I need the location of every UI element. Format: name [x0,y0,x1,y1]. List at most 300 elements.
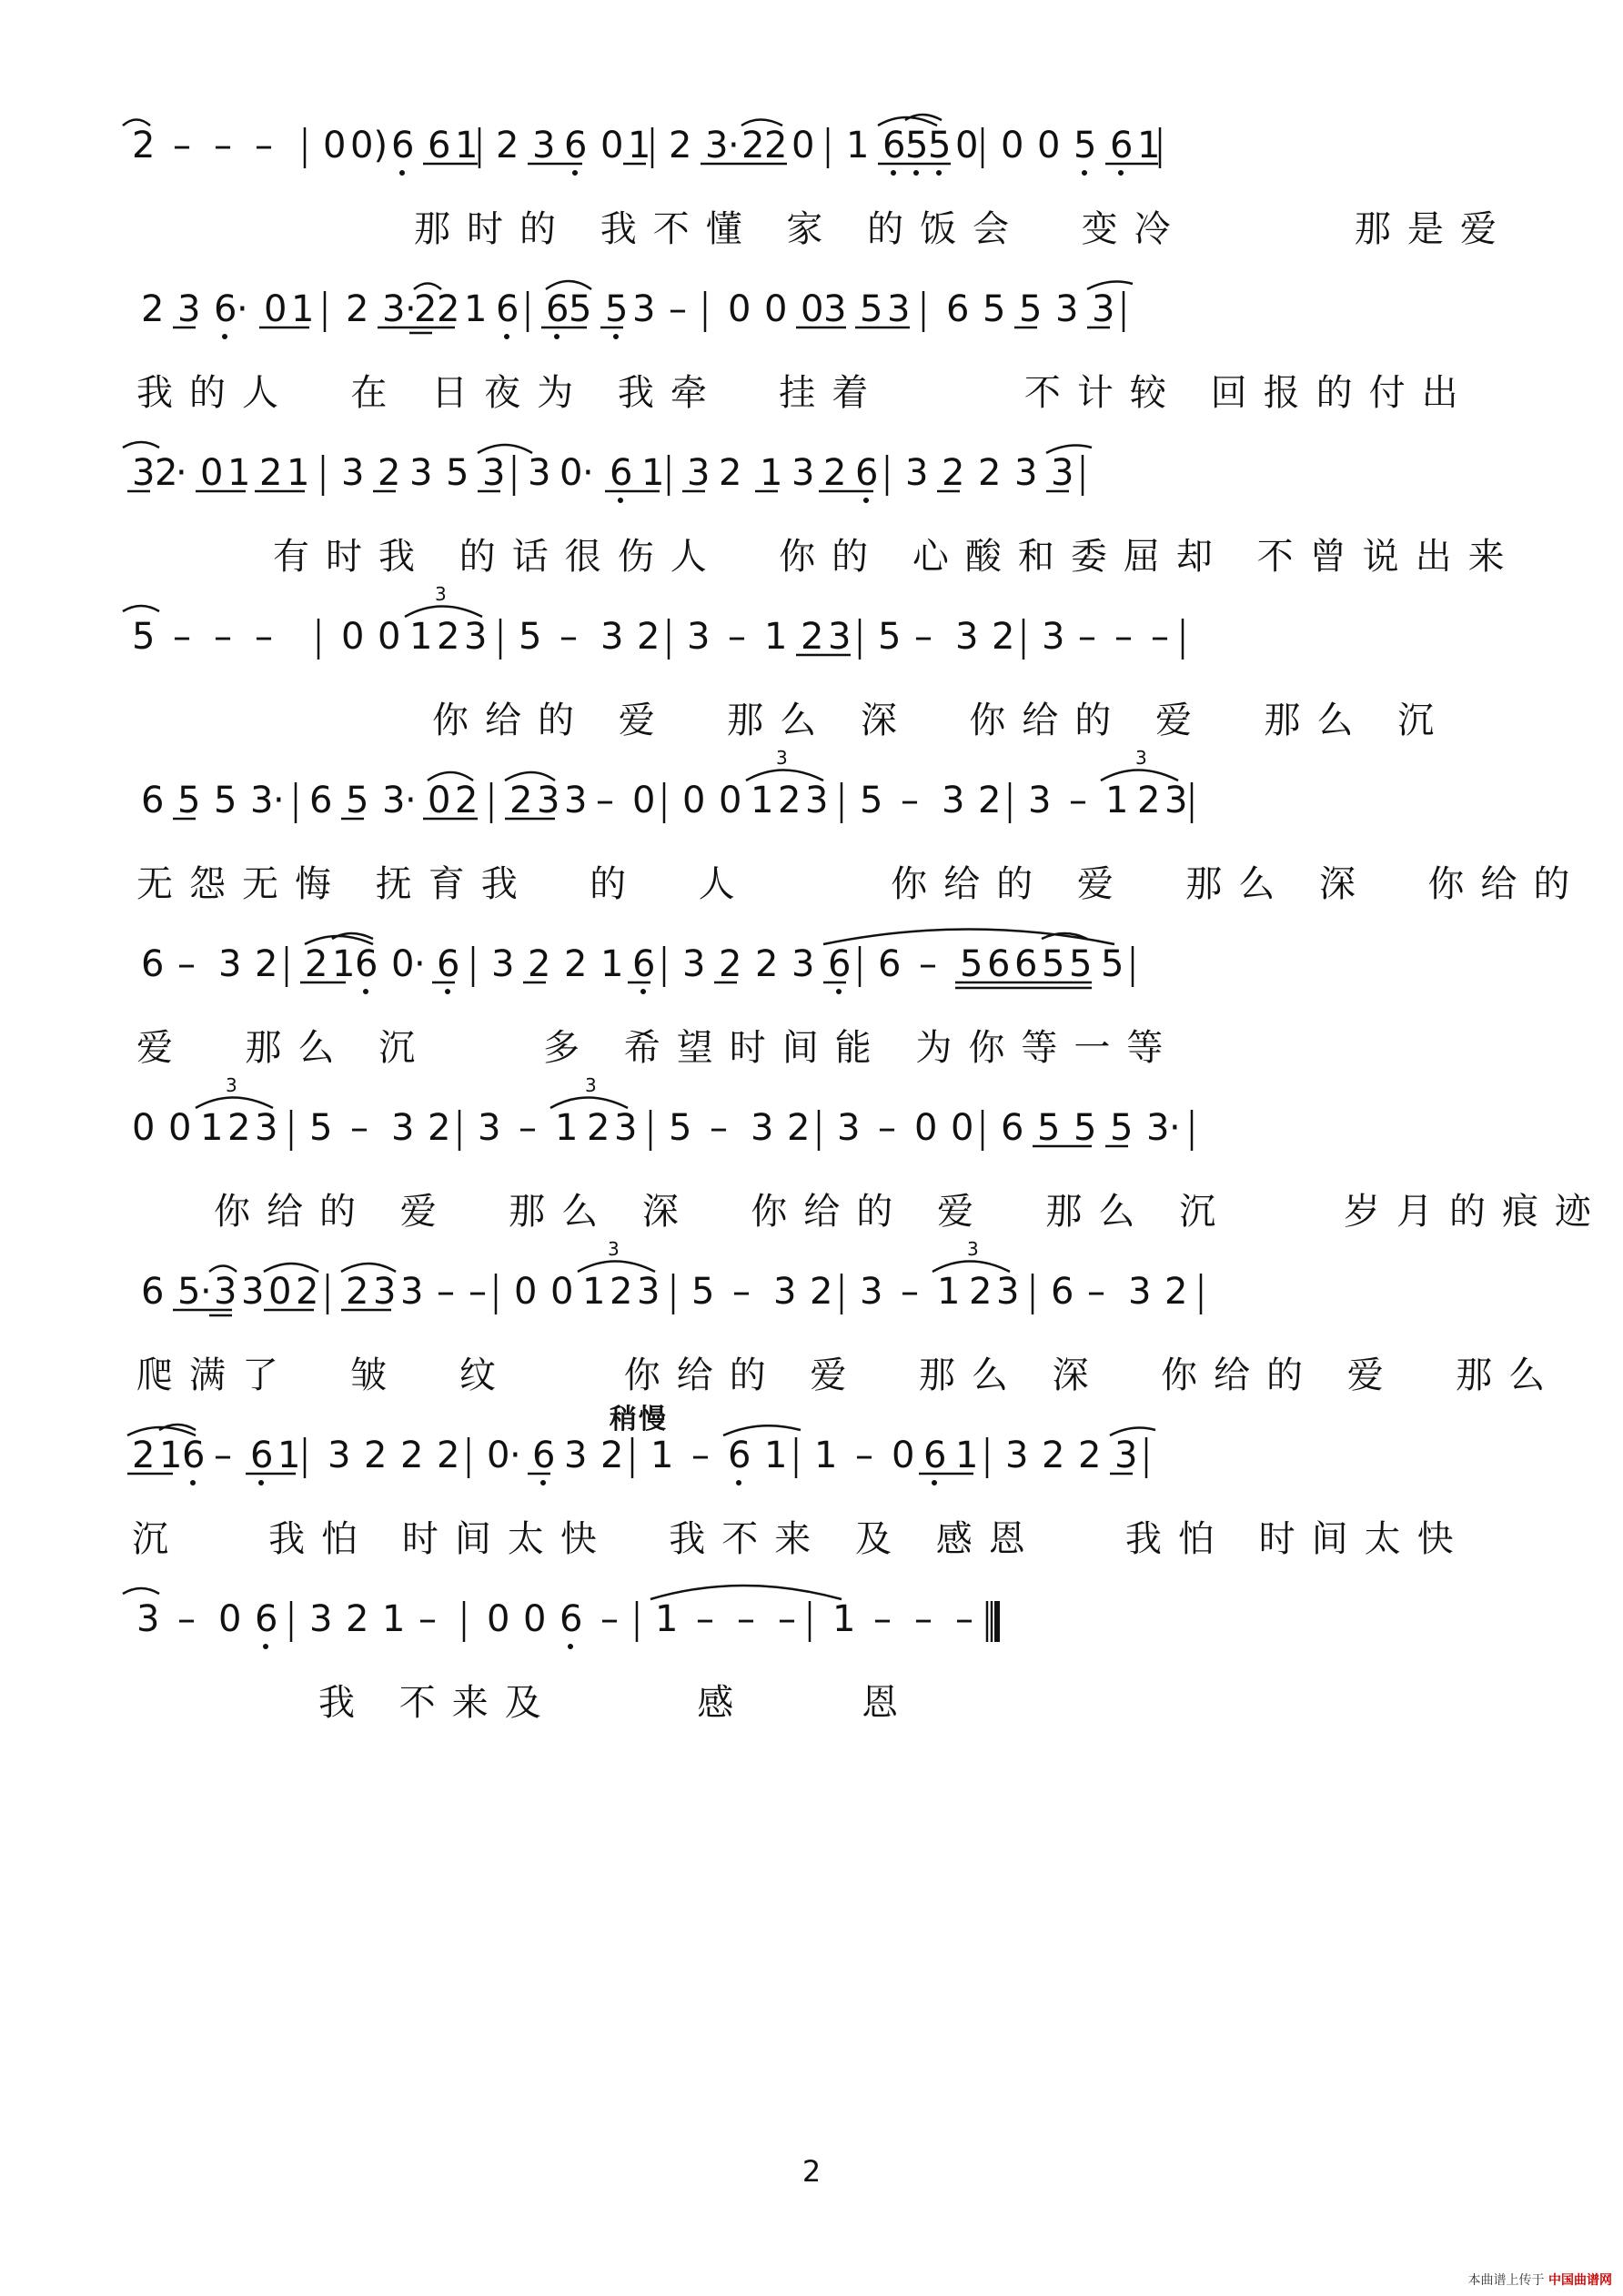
svg-text:2: 2 [610,1271,633,1313]
svg-text:0: 0 [801,288,824,330]
score-system-9 [123,1374,1515,1560]
svg-text:6: 6 [987,943,1011,985]
svg-text:2: 2 [132,1435,156,1476]
svg-text:5: 5 [1069,943,1093,985]
svg-text:2: 2 [428,1107,451,1149]
svg-text:–: – [728,616,746,658]
svg-text:·: · [176,452,187,494]
svg-text:3: 3 [1014,452,1038,494]
svg-text:1: 1 [582,1271,606,1313]
score-system-3 [123,391,1521,578]
svg-text:2: 2 [141,288,165,330]
svg-text:3: 3 [564,1435,588,1476]
svg-text:3: 3 [791,943,815,985]
svg-text:0: 0 [487,1598,510,1640]
svg-text:2: 2 [778,780,801,821]
svg-text:2: 2 [255,943,278,985]
notation-line [123,288,1515,355]
svg-text:3: 3 [1128,1271,1152,1313]
svg-text:–: – [1114,616,1133,658]
notation-line [123,943,1515,1010]
svg-text:3: 3 [614,1107,638,1149]
svg-text:6: 6 [496,288,519,330]
svg-text:5: 5 [309,1107,333,1149]
svg-text:5: 5 [878,616,902,658]
svg-text:5: 5 [519,616,542,658]
jianpu-notation [123,64,1515,191]
svg-text:2: 2 [969,1271,993,1313]
svg-text:1: 1 [764,616,788,658]
svg-text:5: 5 [346,780,369,821]
footer-site[interactable]: 中国曲谱网 [1548,2273,1612,2288]
svg-text:0: 0 [218,1598,242,1640]
svg-text:6: 6 [1051,1271,1074,1313]
svg-text:2: 2 [227,1107,251,1149]
notation-line [123,452,1515,519]
svg-text:6: 6 [214,288,237,330]
jianpu-notation [123,391,1515,519]
svg-text:·: · [237,288,248,330]
svg-text:–: – [173,616,191,658]
svg-text:3: 3 [464,616,488,658]
svg-text:6: 6 [255,1598,278,1640]
svg-text:3: 3 [435,583,447,605]
jianpu-notation [123,1537,1515,1665]
svg-text:–: – [177,1598,196,1640]
footer-prefix: 本曲谱上传于 [1467,2273,1545,2288]
svg-text:0: 0 [764,288,788,330]
svg-text:2: 2 [992,616,1015,658]
svg-text:–: – [1087,1271,1105,1313]
svg-text:6: 6 [532,1435,556,1476]
svg-text:–: – [901,780,919,821]
svg-text:0: 0 [264,288,287,330]
svg-text:1: 1 [650,1435,674,1476]
svg-text:1: 1 [955,1435,979,1476]
svg-text:–: – [691,1435,710,1476]
svg-text:–: – [559,616,578,658]
svg-text:5: 5 [860,780,883,821]
svg-text:0: 0 [487,1435,510,1476]
svg-text:6: 6 [182,1435,206,1476]
lyric-text: 你给的 爱 那么 深 你给的 爱 那么 沉 岁月的痕迹 [214,1191,1608,1233]
svg-text:0: 0 [632,780,656,821]
svg-text:1: 1 [760,452,783,494]
svg-text:2: 2 [823,452,847,494]
svg-text:3: 3 [805,780,829,821]
svg-text:·: · [582,452,594,494]
svg-text:1: 1 [655,1598,679,1640]
svg-text:6: 6 [882,125,906,166]
svg-text:0: 0 [728,288,751,330]
svg-text:6: 6 [564,125,588,166]
svg-text:3: 3 [600,616,624,658]
svg-text:6: 6 [391,125,415,166]
notation-line [123,747,1515,846]
svg-text:3: 3 [751,1107,774,1149]
svg-text:6: 6 [1001,1107,1024,1149]
svg-text:0: 0 [268,1271,292,1313]
lyric-text: 沉 我怕 时间太快 我不来 及 感恩 我怕 时间太快 [132,1518,1470,1560]
svg-text:–: – [732,1271,751,1313]
jianpu-notation [123,882,1515,1010]
svg-text:0: 0 [168,1107,192,1149]
svg-text:6: 6 [141,1271,165,1313]
svg-text:2: 2 [414,288,438,330]
svg-text:–: – [855,1435,873,1476]
footer-credit [1468,2271,1612,2289]
svg-text:0: 0 [914,1107,938,1149]
svg-text:0: 0 [682,780,706,821]
svg-text:3: 3 [1028,780,1052,821]
svg-text:0: 0 [523,1598,547,1640]
svg-text:2: 2 [259,452,283,494]
svg-text:2: 2 [346,1598,369,1640]
notation-line [123,1437,1515,1501]
svg-text:2: 2 [1137,780,1161,821]
svg-text:3: 3 [1146,1107,1170,1149]
svg-text:1: 1 [764,1435,788,1476]
svg-text:1: 1 [628,125,651,166]
svg-text:5: 5 [446,452,469,494]
svg-text:3: 3 [409,452,433,494]
svg-text:5: 5 [214,780,237,821]
svg-text:–: – [914,1598,932,1640]
svg-text:6: 6 [828,943,852,985]
svg-text:2: 2 [719,943,742,985]
svg-text:6: 6 [632,943,656,985]
svg-text:3: 3 [400,1271,424,1313]
svg-text:3: 3 [1164,780,1188,821]
svg-text:0: 0 [378,616,401,658]
svg-text:0: 0 [514,1271,538,1313]
svg-text:2: 2 [1078,1435,1102,1476]
svg-text:5: 5 [905,125,929,166]
svg-text:3: 3 [1092,288,1115,330]
svg-text:3: 3 [682,943,706,985]
svg-text:3: 3 [1135,747,1147,769]
svg-text:6: 6 [559,1598,583,1640]
lyrics-line [123,1674,1515,1728]
svg-text:5: 5 [1037,1107,1061,1149]
score-system-6 [123,882,1515,1069]
svg-text:3: 3 [564,780,588,821]
svg-text:0: 0 [341,616,365,658]
svg-text:2: 2 [1042,1435,1065,1476]
svg-text:1: 1 [937,1271,961,1313]
notation-line [123,583,1515,682]
svg-text:3: 3 [860,1271,883,1313]
svg-text:3: 3 [241,1271,265,1313]
svg-text:2: 2 [810,1271,833,1313]
svg-text:6: 6 [250,1435,274,1476]
svg-text:·: · [1169,1107,1181,1149]
svg-text:5: 5 [1101,943,1124,985]
svg-text:2: 2 [437,616,460,658]
svg-text:3: 3 [1055,288,1079,330]
svg-text:–: – [469,1271,487,1313]
svg-text:2: 2 [437,288,460,330]
jianpu-notation [123,1210,1515,1337]
svg-text:0: 0 [132,1107,156,1149]
svg-text:2: 2 [587,1107,610,1149]
lyric-text: 爱 那么 沉 多 希望时间能 为你等一等 [136,1027,1180,1069]
svg-text:2: 2 [719,452,742,494]
svg-text:6: 6 [855,452,879,494]
svg-text:–: – [177,943,196,985]
svg-text:3: 3 [955,616,979,658]
svg-text:3: 3 [218,943,242,985]
svg-text:·: · [200,1271,212,1313]
svg-text:·: · [405,288,417,330]
svg-text:3: 3 [136,1598,160,1640]
svg-text:5: 5 [983,288,1006,330]
svg-text:·: · [273,780,285,821]
svg-text:·: · [405,780,417,821]
svg-text:3: 3 [528,452,551,494]
svg-text:–: – [519,1107,537,1149]
svg-text:0: 0 [550,1271,574,1313]
svg-text:3: 3 [537,780,560,821]
notation-line [123,1598,1515,1665]
svg-text:3: 3 [177,288,201,330]
svg-text:1: 1 [200,1107,224,1149]
svg-text:–: – [1151,616,1169,658]
svg-text:3: 3 [608,1238,620,1260]
svg-text:5: 5 [669,1107,692,1149]
svg-text:1: 1 [382,1598,406,1640]
lyric-text: 爬满了 皱 纹 你给的 爱 那么 深 你给的 爱 那么 [136,1354,1562,1396]
svg-text:5: 5 [1074,125,1097,166]
svg-text:0): 0) [350,125,388,166]
svg-text:2: 2 [669,125,692,166]
svg-text:2: 2 [346,1271,369,1313]
svg-text:0: 0 [1001,125,1024,166]
svg-text:–: – [255,125,273,166]
svg-text:6: 6 [610,452,633,494]
svg-text:3: 3 [491,943,515,985]
svg-text:2: 2 [564,943,588,985]
svg-text:–: – [214,616,232,658]
svg-text:6: 6 [355,943,378,985]
svg-text:3: 3 [328,1435,351,1476]
score-system-2 [123,227,1515,414]
svg-text:–: – [878,1107,896,1149]
svg-text:1: 1 [464,288,488,330]
svg-text:0: 0 [892,1435,915,1476]
svg-text:–: – [669,288,687,330]
svg-text:2: 2 [437,1435,460,1476]
notation-line [123,1238,1515,1337]
svg-text:3: 3 [132,452,156,494]
jianpu-notation [123,555,1515,682]
svg-text:2: 2 [764,125,788,166]
svg-text:–: – [214,125,232,166]
svg-text:–: – [696,1598,714,1640]
svg-text:1: 1 [159,1435,183,1476]
svg-text:2: 2 [978,452,1002,494]
svg-text:3: 3 [773,1271,797,1313]
svg-text:3: 3 [1042,616,1065,658]
jianpu-notation [123,227,1515,355]
svg-text:–: – [901,1271,919,1313]
svg-text:3: 3 [309,1598,333,1640]
svg-text:1: 1 [287,452,310,494]
svg-text:3: 3 [250,780,274,821]
score-system-4 [123,555,1515,741]
svg-text:·: · [509,1435,521,1476]
svg-text:0: 0 [791,125,815,166]
svg-text:2: 2 [378,452,401,494]
svg-text:3: 3 [532,125,556,166]
svg-text:3: 3 [382,288,406,330]
svg-text:5: 5 [177,780,201,821]
svg-text:0: 0 [600,125,624,166]
svg-text:2: 2 [496,125,519,166]
svg-text:2: 2 [509,780,533,821]
svg-text:2: 2 [741,125,765,166]
svg-text:·: · [414,943,426,985]
svg-text:–: – [778,1598,796,1640]
svg-text:2: 2 [400,1435,424,1476]
svg-text:5: 5 [960,943,983,985]
svg-text:6: 6 [1014,943,1038,985]
score-system-1 [123,64,1515,250]
svg-text:3: 3 [837,1107,861,1149]
svg-text:1: 1 [1105,780,1129,821]
svg-text:2: 2 [637,616,660,658]
svg-text:–: – [418,1598,437,1640]
svg-text:1: 1 [227,452,251,494]
svg-text:–: – [173,125,191,166]
svg-text:1: 1 [1137,125,1161,166]
svg-text:3: 3 [687,452,711,494]
svg-text:2: 2 [155,452,178,494]
svg-text:1: 1 [814,1435,838,1476]
svg-text:3: 3 [887,288,911,330]
svg-text:1: 1 [291,288,315,330]
svg-text:3: 3 [585,1074,597,1096]
svg-text:6: 6 [946,288,970,330]
lyric-text: 有时我 的话很伤人 你的 心酸和委屈却 不曾说出来 [273,536,1521,578]
svg-text:0: 0 [323,125,347,166]
svg-text:5: 5 [691,1271,715,1313]
svg-text:5: 5 [605,288,629,330]
svg-text:5: 5 [1019,288,1043,330]
svg-text:6: 6 [428,125,451,166]
svg-text:–: – [919,943,937,985]
svg-text:3: 3 [341,452,365,494]
svg-text:0: 0 [428,780,451,821]
svg-text:–: – [914,616,932,658]
svg-text:2: 2 [942,452,965,494]
page-number: 2 [801,2154,822,2189]
svg-text:6: 6 [1110,125,1134,166]
svg-text:1: 1 [751,780,774,821]
svg-text:–: – [596,780,614,821]
svg-text:5: 5 [928,125,952,166]
svg-text:3: 3 [905,452,929,494]
svg-text:3: 3 [996,1271,1020,1313]
svg-text:3: 3 [791,452,815,494]
svg-text:2: 2 [305,943,328,985]
svg-text:6: 6 [437,943,460,985]
jianpu-notation [123,1374,1515,1501]
svg-text:1: 1 [332,943,356,985]
svg-text:3: 3 [632,288,656,330]
svg-text:2: 2 [296,1271,319,1313]
svg-text:3: 3 [705,125,729,166]
svg-text:3: 3 [1005,1435,1029,1476]
svg-text:2: 2 [1164,1271,1188,1313]
svg-text:1: 1 [641,452,665,494]
svg-text:3: 3 [828,616,852,658]
svg-text:5: 5 [860,288,883,330]
svg-text:0: 0 [559,452,583,494]
svg-text:5: 5 [132,616,156,658]
svg-text:2: 2 [978,780,1002,821]
svg-text:6: 6 [728,1435,751,1476]
lyric-text: 我 不来及 感 恩 [318,1682,915,1724]
svg-text:1: 1 [277,1435,301,1476]
score-system-8 [123,1210,1562,1396]
svg-text:3: 3 [1114,1435,1138,1476]
svg-text:3: 3 [373,1271,397,1313]
svg-text:5: 5 [1110,1107,1134,1149]
svg-text:–: – [955,1598,973,1640]
svg-text:2: 2 [346,288,369,330]
svg-text:0: 0 [955,125,979,166]
lyric-text: 那时的 我不懂 家 的饭会 变冷 那是爱 [414,208,1513,250]
svg-text:2: 2 [132,125,156,166]
lyric-text: 你给的 爱 那么 深 你给的 爱 那么 沉 [432,700,1451,741]
svg-text:2: 2 [755,943,779,985]
svg-text:6: 6 [309,780,333,821]
tempo-marking: 稍慢 [610,1404,668,1435]
svg-text:3: 3 [391,1107,415,1149]
svg-text:3: 3 [637,1271,660,1313]
svg-text:2: 2 [364,1435,388,1476]
notation-line [123,1074,1515,1173]
svg-text:2: 2 [528,943,551,985]
svg-text:3: 3 [382,780,406,821]
svg-text:5: 5 [569,288,592,330]
lyric-text: 我的人 在 日夜为 我牵 挂着 不计较 回报的付出 [136,372,1475,414]
svg-text:6: 6 [141,943,165,985]
jianpu-notation [123,1046,1515,1173]
jianpu-notation [123,719,1515,846]
svg-text:5: 5 [177,1271,201,1313]
svg-text:–: – [600,1598,619,1640]
svg-text:6: 6 [878,943,902,985]
svg-text:0: 0 [1037,125,1061,166]
svg-text:–: – [350,1107,368,1149]
svg-text:2: 2 [787,1107,811,1149]
score-system-7 [123,1046,1608,1233]
svg-text:3: 3 [776,747,788,769]
score-system-10 [123,1537,1515,1724]
svg-text:3: 3 [687,616,711,658]
svg-text:–: – [873,1598,892,1640]
svg-text:–: – [437,1271,455,1313]
svg-text:1: 1 [832,1598,856,1640]
svg-text:2: 2 [455,780,479,821]
svg-text:3: 3 [478,1107,501,1149]
svg-text:–: – [214,1435,232,1476]
svg-text:0: 0 [951,1107,974,1149]
svg-text:0: 0 [719,780,742,821]
svg-text:1: 1 [600,943,624,985]
